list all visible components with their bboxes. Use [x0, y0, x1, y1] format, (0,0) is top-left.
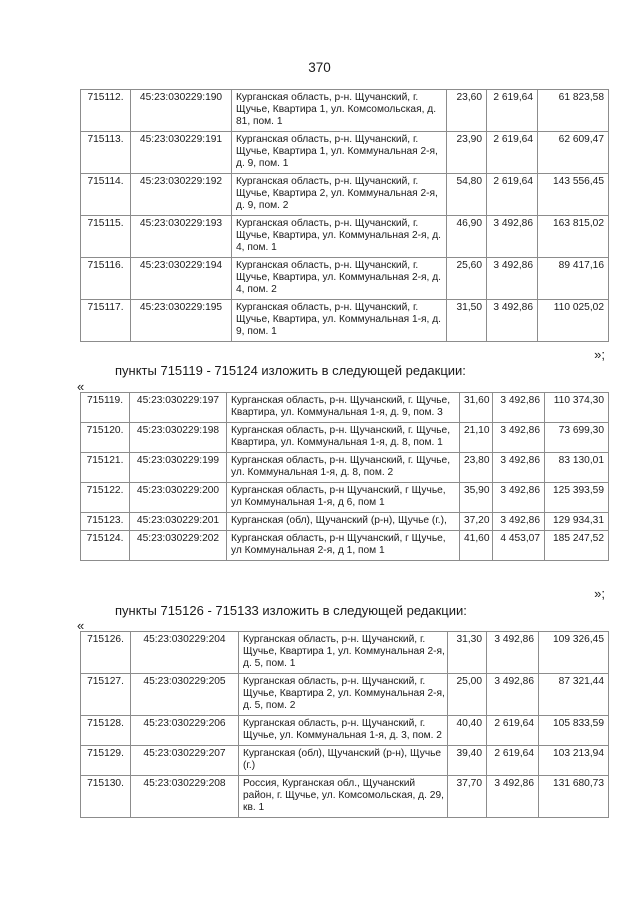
- cadastral-number-cell: 45:23:030229:197: [130, 393, 227, 423]
- cadastral-number-cell: 45:23:030229:193: [131, 216, 232, 258]
- row-number-cell: 715117.: [81, 300, 131, 342]
- row-number-cell: 715124.: [81, 531, 130, 561]
- row-number-cell: 715126.: [81, 632, 131, 674]
- table-row: [81, 174, 609, 216]
- cadastral-number-cell: 45:23:030229:204: [131, 632, 239, 674]
- area-cell: 21,10: [460, 423, 493, 453]
- table-row: [81, 216, 609, 258]
- unit-price-cell: 4 453,07: [493, 531, 545, 561]
- cadastral-number-cell: 45:23:030229:192: [131, 174, 232, 216]
- total-value-cell: 163 815,02: [538, 216, 609, 258]
- address-cell: Курганская (обл), Щучанский (р-н), Щучье (г.): [239, 746, 448, 776]
- table-row: [81, 453, 609, 483]
- table-row: [81, 300, 609, 342]
- unit-price-cell: 3 492,86: [487, 216, 538, 258]
- table-row: [81, 632, 609, 674]
- cadastral-number-cell: 45:23:030229:202: [130, 531, 227, 561]
- area-cell: 23,60: [447, 90, 487, 132]
- unit-price-cell: 3 492,86: [493, 483, 545, 513]
- area-cell: 37,70: [448, 776, 487, 818]
- total-value-cell: 185 247,52: [545, 531, 609, 561]
- row-number-cell: 715122.: [81, 483, 130, 513]
- total-value-cell: 62 609,47: [538, 132, 609, 174]
- area-cell: 23,90: [447, 132, 487, 174]
- table-row: [81, 513, 609, 531]
- table-row: [81, 423, 609, 453]
- area-cell: 35,90: [460, 483, 493, 513]
- total-value-cell: 83 130,01: [545, 453, 609, 483]
- total-value-cell: 89 417,16: [538, 258, 609, 300]
- row-number-cell: 715113.: [81, 132, 131, 174]
- area-cell: 39,40: [448, 746, 487, 776]
- cadastral-number-cell: 45:23:030229:205: [131, 674, 239, 716]
- unit-price-cell: 3 492,86: [493, 393, 545, 423]
- address-cell: Курганская область, р-н. Щучанский, г. Щучье, Квартира 1, ул. Коммунальная 2-я, д. 5, пом. 1: [239, 632, 448, 674]
- address-cell: Курганская область, р-н. Щучанский, г. Щучье, Квартира 2, ул. Коммунальная 2-я, д. 9, пом. 2: [232, 174, 447, 216]
- row-number-cell: 715120.: [81, 423, 130, 453]
- cadastral-number-cell: 45:23:030229:198: [130, 423, 227, 453]
- unit-price-cell: 3 492,86: [493, 513, 545, 531]
- table-row: [81, 393, 609, 423]
- cadastral-number-cell: 45:23:030229:201: [130, 513, 227, 531]
- table-row: [81, 483, 609, 513]
- unit-price-cell: 2 619,64: [487, 132, 538, 174]
- row-number-cell: 715130.: [81, 776, 131, 818]
- cadastral-number-cell: 45:23:030229:199: [130, 453, 227, 483]
- table-row: [81, 776, 609, 818]
- page-number: 370: [308, 60, 331, 75]
- area-cell: 25,60: [447, 258, 487, 300]
- total-value-cell: 61 823,58: [538, 90, 609, 132]
- row-number-cell: 715116.: [81, 258, 131, 300]
- cadastral-number-cell: 45:23:030229:206: [131, 716, 239, 746]
- row-number-cell: 715127.: [81, 674, 131, 716]
- area-cell: 54,80: [447, 174, 487, 216]
- unit-price-cell: 3 492,86: [487, 258, 538, 300]
- address-cell: Курганская область, р-н. Щучанский, г. Щучье, ул. Коммунальная 1-я, д. 8, пом. 2: [227, 453, 460, 483]
- address-cell: Курганская область, р-н Щучанский, г Щучье, ул Коммунальная 2-я, д 1, пом 1: [227, 531, 460, 561]
- table-row: [81, 716, 609, 746]
- area-cell: 40,40: [448, 716, 487, 746]
- area-cell: 31,50: [447, 300, 487, 342]
- total-value-cell: 129 934,31: [545, 513, 609, 531]
- address-cell: Курганская область, р-н. Щучанский, г. Щучье, Квартира, ул. Коммунальная 1-я, д. 8, пом. 1: [227, 423, 460, 453]
- address-cell: Курганская область, р-н. Щучанский, г. Щучье, Квартира 1, ул. Коммунальная 2-я, д. 9, пом. 1: [232, 132, 447, 174]
- area-cell: 25,00: [448, 674, 487, 716]
- closing-quote-1: »;: [594, 347, 605, 362]
- unit-price-cell: 3 492,86: [487, 674, 539, 716]
- cadastral-number-cell: 45:23:030229:191: [131, 132, 232, 174]
- table-row: [81, 746, 609, 776]
- instruction-2: пункты 715126 - 715133 изложить в следующей редакции:: [115, 603, 467, 618]
- total-value-cell: 73 699,30: [545, 423, 609, 453]
- total-value-cell: 125 393,59: [545, 483, 609, 513]
- unit-price-cell: 2 619,64: [487, 174, 538, 216]
- total-value-cell: 110 374,30: [545, 393, 609, 423]
- total-value-cell: 131 680,73: [539, 776, 609, 818]
- total-value-cell: 105 833,59: [539, 716, 609, 746]
- unit-price-cell: 3 492,86: [487, 300, 538, 342]
- area-cell: 31,60: [460, 393, 493, 423]
- unit-price-cell: 2 619,64: [487, 90, 538, 132]
- row-number-cell: 715123.: [81, 513, 130, 531]
- unit-price-cell: 2 619,64: [487, 716, 539, 746]
- row-number-cell: 715121.: [81, 453, 130, 483]
- row-number-cell: 715119.: [81, 393, 130, 423]
- table-3: [80, 631, 609, 818]
- area-cell: 37,20: [460, 513, 493, 531]
- address-cell: Курганская область, р-н. Щучанский, г. Щучье, Квартира, ул. Коммунальная 2-я, д. 4, пом. 2: [232, 258, 447, 300]
- row-number-cell: 715114.: [81, 174, 131, 216]
- unit-price-cell: 3 492,86: [493, 423, 545, 453]
- cadastral-number-cell: 45:23:030229:190: [131, 90, 232, 132]
- area-cell: 23,80: [460, 453, 493, 483]
- table-row: [81, 258, 609, 300]
- unit-price-cell: 3 492,86: [487, 776, 539, 818]
- address-cell: Курганская область, р-н. Щучанский, г. Щучье, Квартира 2, ул. Коммунальная 2-я, д. 5, пом. 2: [239, 674, 448, 716]
- total-value-cell: 87 321,44: [539, 674, 609, 716]
- address-cell: Курганская область, р-н. Щучанский, г. Щучье, Квартира, ул. Коммунальная 2-я, д. 4, пом. 1: [232, 216, 447, 258]
- area-cell: 41,60: [460, 531, 493, 561]
- cadastral-number-cell: 45:23:030229:195: [131, 300, 232, 342]
- opening-quote-2: «: [77, 618, 85, 633]
- table-row: [81, 132, 609, 174]
- row-number-cell: 715115.: [81, 216, 131, 258]
- address-cell: Курганская область, р-н Щучанский, г Щучье, ул Коммунальная 1-я, д 6, пом 1: [227, 483, 460, 513]
- table-1: [80, 89, 609, 342]
- row-number-cell: 715129.: [81, 746, 131, 776]
- unit-price-cell: 2 619,64: [487, 746, 539, 776]
- total-value-cell: 110 025,02: [538, 300, 609, 342]
- total-value-cell: 103 213,94: [539, 746, 609, 776]
- address-cell: Курганская (обл), Щучанский (р-н), Щучье (г.),: [227, 513, 460, 531]
- unit-price-cell: 3 492,86: [487, 632, 539, 674]
- cadastral-number-cell: 45:23:030229:200: [130, 483, 227, 513]
- address-cell: Курганская область, р-н. Щучанский, г. Щучье, Квартира, ул. Коммунальная 1-я, д. 9, пом. 1: [232, 300, 447, 342]
- area-cell: 31,30: [448, 632, 487, 674]
- instruction-1: пункты 715119 - 715124 изложить в следующей редакции:: [115, 363, 466, 378]
- table-row: [81, 674, 609, 716]
- address-cell: Россия, Курганская обл., Щучанский район, г. Щучье, ул. Комсомольская, д. 29, кв. 1: [239, 776, 448, 818]
- total-value-cell: 109 326,45: [539, 632, 609, 674]
- row-number-cell: 715128.: [81, 716, 131, 746]
- cadastral-number-cell: 45:23:030229:194: [131, 258, 232, 300]
- cadastral-number-cell: 45:23:030229:207: [131, 746, 239, 776]
- closing-quote-2: »;: [594, 586, 605, 601]
- table-2: [80, 392, 609, 561]
- row-number-cell: 715112.: [81, 90, 131, 132]
- address-cell: Курганская область, р-н. Щучанский, г. Щучье, Квартира, ул. Коммунальная 1-я, д. 9, пом. 3: [227, 393, 460, 423]
- table-row: [81, 531, 609, 561]
- table-row: [81, 90, 609, 132]
- area-cell: 46,90: [447, 216, 487, 258]
- address-cell: Курганская область, р-н. Щучанский, г. Щучье, ул. Коммунальная 1-я, д. 3, пом. 2: [239, 716, 448, 746]
- cadastral-number-cell: 45:23:030229:208: [131, 776, 239, 818]
- total-value-cell: 143 556,45: [538, 174, 609, 216]
- opening-quote-1: «: [77, 379, 85, 394]
- address-cell: Курганская область, р-н. Щучанский, г. Щучье, Квартира 1, ул. Комсомольская, д. 81, пом. 1: [232, 90, 447, 132]
- unit-price-cell: 3 492,86: [493, 453, 545, 483]
